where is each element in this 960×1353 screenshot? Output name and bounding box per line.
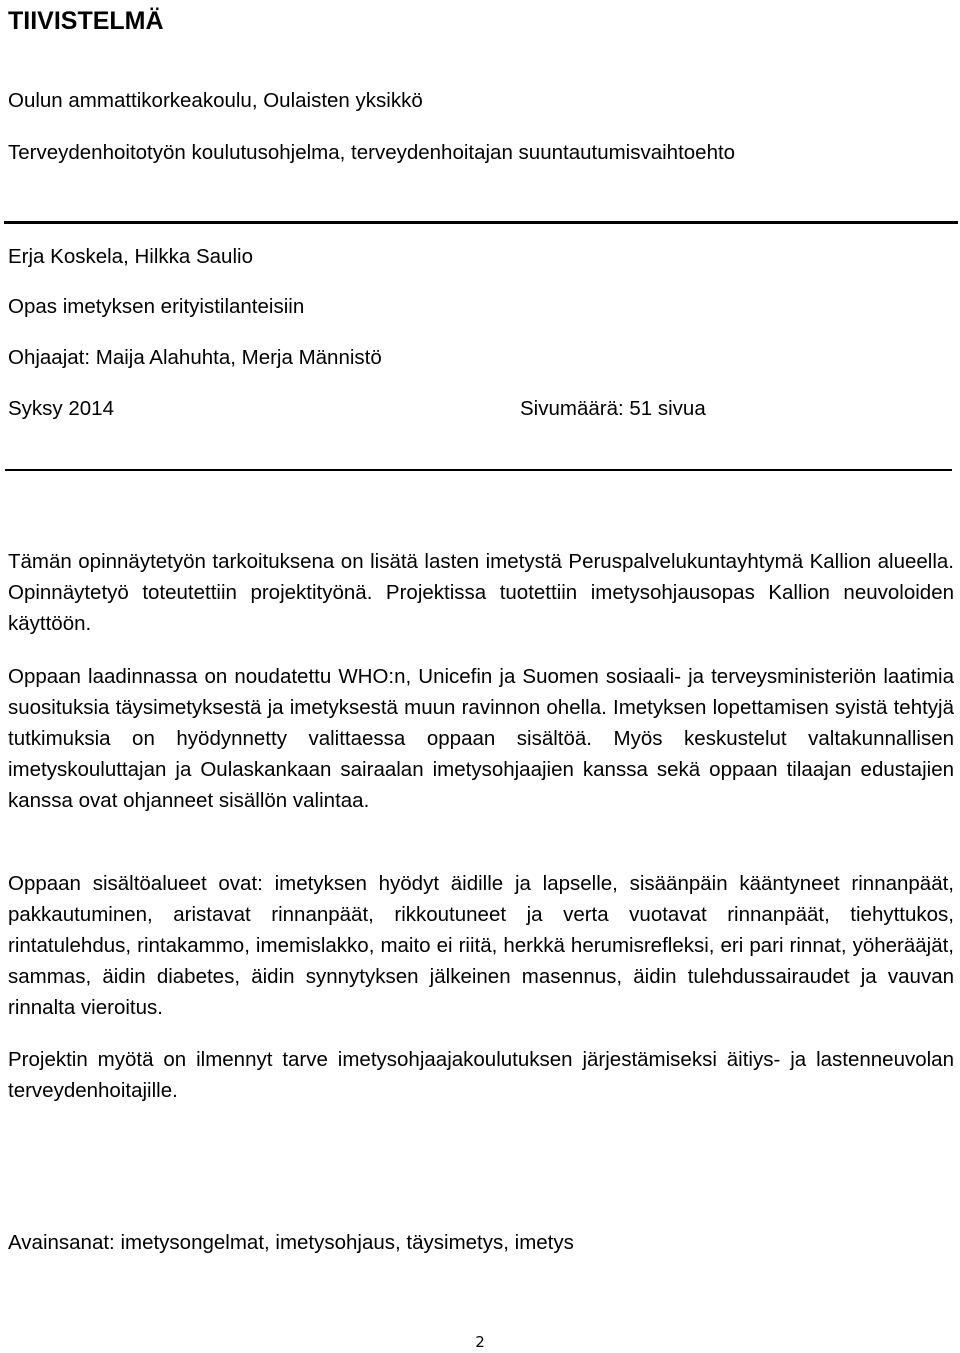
abstract-paragraph-1: Tämän opinnäytetyön tarkoituksena on lisätä lasten imetystä Peruspalvelukuntayhtymä Kallion alueella. Opinnäytetyö toteutettiin projektityönä. Projektissa tuotettiin imetysohjausopas Kallion neuvoloiden käyttöön. xyxy=(8,550,954,635)
thesis-title: Opas imetyksen erityistilanteisiin xyxy=(8,295,305,318)
term: Syksy 2014 xyxy=(8,397,114,420)
abstract-paragraph-2: Oppaan laadinnassa on noudatettu WHO:n, Unicefin ja Suomen sosiaali- ja terveysministeriön laatimia suosituksia täysimetyksestä ja imetyksestä muun ravinnon ohella. Imetyksen lopettamisen syistä tehtyjä tutkimuksia on hyödynnetty valittaessa oppaan sisältöä. Myös keskustelut valtakunnallisen imetyskouluttajan ja Oulaskankaan sairaalan imetysohjaajien kanssa sekä oppaan tilaajan edustajien kanssa ovat ohjanneet sisällön valintaa. xyxy=(8,665,954,812)
keywords: Avainsanat: imetysongelmat, imetysohjaus, täysimetys, imetys xyxy=(8,1231,574,1254)
page-title: TIIVISTELMÄ xyxy=(8,7,164,35)
supervisors: Ohjaajat: Maija Alahuhta, Merja Männistö xyxy=(8,346,382,369)
page-count: Sivumäärä: 51 sivua xyxy=(520,397,706,420)
section-divider-bottom xyxy=(5,469,952,471)
abstract-paragraph-3: Oppaan sisältöalueet ovat: imetyksen hyödyt äidille ja lapselle, sisäänpäin kääntyneet rinnanpäät, pakkautuminen, aristavat rinnanpäät, rikkoutuneet ja verta vuotavat rinnanpäät, tiehyttukos, rintatulehdus, rintakammo, imemislakko, maito ei riitä, herkkä herumisrefleksi, eri pari rinnat, yöherääjät, sammas, äidin diabetes, äidin synnytyksen jälkeinen masennus, äidin tulehdussairaudet ja vauvan rinnalta vieroitus. xyxy=(8,872,954,1019)
degree-programme: Terveydenhoitotyön koulutusohjelma, terveydenhoitajan suuntautumisvaihtoehto xyxy=(8,141,736,164)
authors: Erja Koskela, Hilkka Saulio xyxy=(8,245,253,268)
section-divider-top xyxy=(4,221,958,224)
abstract-paragraph-4: Projektin myötä on ilmennyt tarve imetysohjaajakoulutuksen järjestämiseksi äitiys- ja lastenneuvolan terveydenhoitajille. xyxy=(8,1048,954,1102)
school-name: Oulun ammattikorkeakoulu, Oulaisten yksikkö xyxy=(8,89,423,112)
page-number: 2 xyxy=(475,1333,485,1351)
